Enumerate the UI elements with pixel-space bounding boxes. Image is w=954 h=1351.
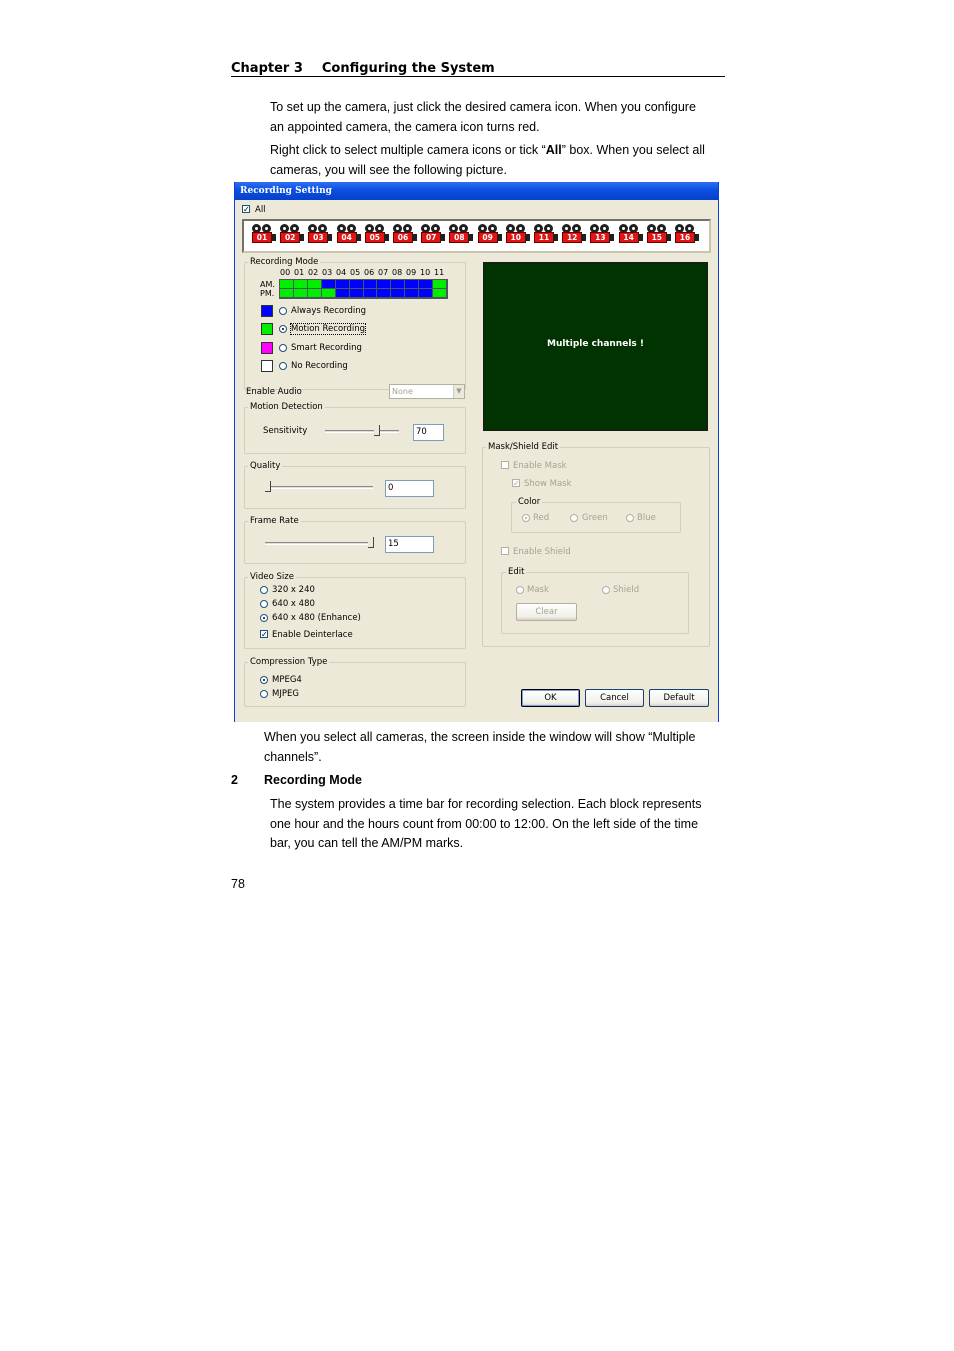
window-title-bar: Recording Setting	[235, 182, 718, 200]
chevron-down-icon: ▼	[453, 385, 464, 398]
compression-radio[interactable]	[260, 690, 268, 698]
camera-strip	[242, 219, 711, 253]
mask-radio[interactable]	[516, 586, 524, 594]
color-red-label: Red	[533, 513, 550, 523]
camera-number: 16	[675, 232, 695, 243]
mode-label: Always Recording	[291, 306, 367, 316]
deinterlace-checkbox[interactable]: ✓	[261, 630, 268, 639]
text-line: bar, you can tell the AM/PM marks.	[270, 836, 464, 850]
text-line: The system provides a time bar for recording selection. Each block represents	[270, 797, 702, 811]
camera-08-icon[interactable]	[447, 224, 473, 250]
time-slot[interactable]	[391, 289, 405, 298]
cancel-button[interactable]: Cancel	[585, 689, 644, 707]
all-checkbox[interactable]: ✓	[243, 205, 250, 214]
sensitivity-input[interactable]: 70	[413, 424, 444, 441]
section-paragraph	[270, 795, 701, 854]
mode-label: Motion Recording	[291, 324, 366, 335]
time-slot[interactable]	[433, 289, 447, 298]
enable-audio-label: Enable Audio	[246, 387, 302, 397]
page-number: 78	[231, 877, 245, 891]
text-span: ” box. When you select all	[561, 143, 705, 157]
camera-lens-icon	[497, 234, 502, 241]
mask-shield-title: Mask/Shield Edit	[488, 442, 559, 452]
section-number: 2	[231, 773, 238, 787]
camera-lens-icon	[440, 234, 445, 241]
camera-number: 07	[421, 232, 441, 243]
mode-radio[interactable]	[279, 307, 287, 315]
text-span-bold: All	[545, 143, 562, 157]
camera-lens-icon	[581, 234, 586, 241]
camera-number: 09	[478, 232, 498, 243]
edit-title: Edit	[508, 567, 525, 577]
frame-rate-input[interactable]: 15	[385, 536, 434, 553]
enable-shield-checkbox[interactable]	[501, 547, 509, 555]
time-slot[interactable]	[336, 289, 350, 298]
camera-10-icon[interactable]	[504, 224, 530, 250]
video-size-label: 640 x 480 (Enhance)	[272, 613, 361, 623]
hour-label: 09	[406, 268, 417, 277]
color-red-radio[interactable]	[522, 514, 530, 522]
color-title: Color	[518, 497, 541, 507]
text-span: Right click to select multiple camera icons or tick “	[270, 143, 546, 157]
camera-11-icon[interactable]	[532, 224, 558, 250]
frame-rate-slider-track[interactable]	[265, 542, 374, 545]
camera-preview	[483, 262, 708, 431]
camera-lens-icon	[299, 234, 304, 241]
camera-14-icon[interactable]	[617, 224, 643, 250]
time-slot[interactable]	[308, 280, 322, 289]
camera-lens-icon	[694, 234, 699, 241]
mode-color-swatch	[261, 342, 273, 354]
camera-number: 11	[534, 232, 554, 243]
color-blue-radio[interactable]	[626, 514, 634, 522]
chapter-header	[231, 61, 725, 77]
text-line	[270, 141, 705, 161]
hour-label: 08	[392, 268, 403, 277]
camera-number: 06	[393, 232, 413, 243]
preview-message: Multiple channels !	[546, 339, 644, 349]
camera-lens-icon	[356, 234, 361, 241]
hour-label: 11	[434, 268, 445, 277]
audio-select[interactable]	[389, 384, 465, 399]
mode-color-swatch	[261, 305, 273, 317]
hour-label: 10	[420, 268, 431, 277]
camera-number: 08	[449, 232, 469, 243]
camera-number: 12	[562, 232, 582, 243]
camera-lens-icon	[666, 234, 671, 241]
recording-setting-window	[234, 182, 719, 722]
shield-label: Shield	[613, 585, 640, 595]
time-slot[interactable]	[391, 280, 405, 289]
select-paragraph	[270, 141, 705, 180]
video-size-radio[interactable]	[260, 614, 268, 622]
camera-number: 02	[280, 232, 300, 243]
compression-title: Compression Type	[250, 657, 328, 667]
pm-label: PM.	[260, 289, 275, 298]
time-slot[interactable]	[405, 280, 419, 289]
video-size-radio[interactable]	[260, 586, 268, 594]
mode-radio[interactable]	[279, 344, 287, 352]
camera-lens-icon	[525, 234, 530, 241]
color-blue-label: Blue	[637, 513, 656, 523]
default-button[interactable]: Default	[649, 689, 709, 707]
mode-radio[interactable]	[279, 362, 287, 370]
mode-label: Smart Recording	[291, 342, 362, 353]
all-label: All	[255, 205, 266, 215]
video-size-radio[interactable]	[260, 600, 268, 608]
camera-number: 03	[308, 232, 328, 243]
camera-03-icon[interactable]	[306, 224, 332, 250]
hour-label: 02	[308, 268, 319, 277]
camera-07-icon[interactable]	[419, 224, 445, 250]
text-line: an appointed camera, the camera icon turns red.	[270, 119, 540, 134]
camera-16-icon[interactable]	[673, 224, 699, 250]
time-slot[interactable]	[364, 289, 378, 298]
chapter-label: Chapter 3	[231, 61, 303, 76]
enable-mask-label: Enable Mask	[513, 461, 567, 471]
camera-12-icon[interactable]	[560, 224, 586, 250]
video-size-label: 640 x 480	[272, 599, 315, 609]
time-slot[interactable]	[419, 289, 433, 298]
camera-lens-icon	[553, 234, 558, 241]
video-size-title: Video Size	[250, 572, 294, 582]
am-label: AM.	[260, 280, 275, 289]
camera-number: 15	[647, 232, 667, 243]
audio-select-value: None	[392, 387, 413, 396]
camera-lens-icon	[384, 234, 389, 241]
enable-shield-label: Enable Shield	[513, 547, 571, 557]
text-line: When you select all cameras, the screen inside the window will show “Multiple	[264, 730, 696, 744]
mask-label: Mask	[527, 585, 549, 595]
hour-label: 01	[294, 268, 305, 277]
camera-number: 01	[252, 232, 272, 243]
text-line: To set up the camera, just click the desired camera icon. When you configure	[270, 100, 696, 114]
time-slot[interactable]	[350, 289, 364, 298]
quality-slider-thumb[interactable]	[265, 481, 271, 492]
time-bar-grid[interactable]	[279, 279, 448, 299]
hour-labels	[280, 268, 448, 277]
clear-button[interactable]: Clear	[516, 603, 577, 621]
camera-05-icon[interactable]	[363, 224, 389, 250]
shield-radio[interactable]	[602, 586, 610, 594]
color-green-label: Green	[582, 513, 608, 523]
ok-button[interactable]: OK	[521, 689, 580, 707]
mode-color-swatch	[261, 323, 273, 335]
time-slot[interactable]	[377, 280, 391, 289]
deinterlace-label: Enable Deinterlace	[272, 630, 353, 640]
intro-paragraph	[270, 98, 696, 137]
camera-lens-icon	[271, 234, 276, 241]
time-slot[interactable]	[294, 289, 308, 298]
mode-color-swatch	[261, 360, 273, 372]
chapter-title: Configuring the System	[321, 61, 495, 76]
quality-slider-track[interactable]	[265, 486, 373, 489]
camera-lens-icon	[468, 234, 473, 241]
quality-input[interactable]: 0	[385, 480, 434, 497]
hour-label: 06	[364, 268, 375, 277]
sensitivity-slider-track[interactable]	[325, 430, 399, 433]
time-slot[interactable]	[364, 280, 378, 289]
camera-09-icon[interactable]	[476, 224, 502, 250]
camera-lens-icon	[638, 234, 643, 241]
time-slot[interactable]	[322, 280, 336, 289]
hour-label: 07	[378, 268, 389, 277]
camera-lens-icon	[327, 234, 332, 241]
compression-radio[interactable]	[260, 676, 268, 684]
text-line: channels”.	[264, 749, 322, 764]
color-green-radio[interactable]	[570, 514, 578, 522]
camera-lens-icon	[412, 234, 417, 241]
camera-number: 10	[506, 232, 526, 243]
camera-01-icon[interactable]	[250, 224, 276, 250]
video-size-label: 320 x 240	[272, 585, 315, 595]
hour-label: 03	[322, 268, 333, 277]
frame-rate-title: Frame Rate	[250, 516, 299, 526]
time-slot[interactable]	[433, 280, 447, 289]
enable-mask-checkbox[interactable]	[501, 461, 509, 469]
frame-rate-slider-thumb[interactable]	[368, 537, 374, 548]
hour-label: 05	[350, 268, 361, 277]
time-slot[interactable]	[377, 289, 391, 298]
section-title: Recording Mode	[264, 773, 362, 787]
time-slot[interactable]	[280, 280, 294, 289]
camera-15-icon[interactable]	[645, 224, 671, 250]
compression-label: MJPEG	[272, 689, 299, 699]
camera-number: 04	[337, 232, 357, 243]
time-slot[interactable]	[405, 289, 419, 298]
camera-lens-icon	[609, 234, 614, 241]
time-slot[interactable]	[322, 289, 336, 298]
sensitivity-slider-thumb[interactable]	[374, 425, 380, 436]
time-slot[interactable]	[419, 280, 433, 289]
camera-06-icon[interactable]	[391, 224, 417, 250]
recording-mode-title: Recording Mode	[250, 257, 319, 267]
text-line: cameras, you will see the following picture.	[270, 162, 507, 177]
camera-number: 05	[365, 232, 385, 243]
show-mask-label: Show Mask	[524, 479, 572, 489]
show-mask-checkbox[interactable]: ✓	[513, 479, 520, 488]
ampm-labels	[260, 280, 275, 298]
time-slot[interactable]	[294, 280, 308, 289]
sensitivity-label: Sensitivity	[263, 426, 308, 436]
time-slot[interactable]	[350, 280, 364, 289]
compression-label: MPEG4	[272, 675, 302, 685]
camera-04-icon[interactable]	[335, 224, 361, 250]
time-slot[interactable]	[336, 280, 350, 289]
camera-number: 13	[590, 232, 610, 243]
hour-label: 04	[336, 268, 347, 277]
time-slot[interactable]	[280, 289, 294, 298]
mode-label: No Recording	[291, 360, 348, 371]
camera-13-icon[interactable]	[588, 224, 614, 250]
time-slot[interactable]	[308, 289, 322, 298]
motion-detection-title: Motion Detection	[250, 402, 323, 412]
quality-title: Quality	[250, 461, 281, 471]
hour-label: 00	[280, 268, 291, 277]
camera-02-icon[interactable]	[278, 224, 304, 250]
after-figure-paragraph	[264, 728, 695, 767]
camera-number: 14	[619, 232, 639, 243]
text-line: one hour and the hours count from 00:00 to 12:00. On the left side of the time	[270, 816, 699, 831]
